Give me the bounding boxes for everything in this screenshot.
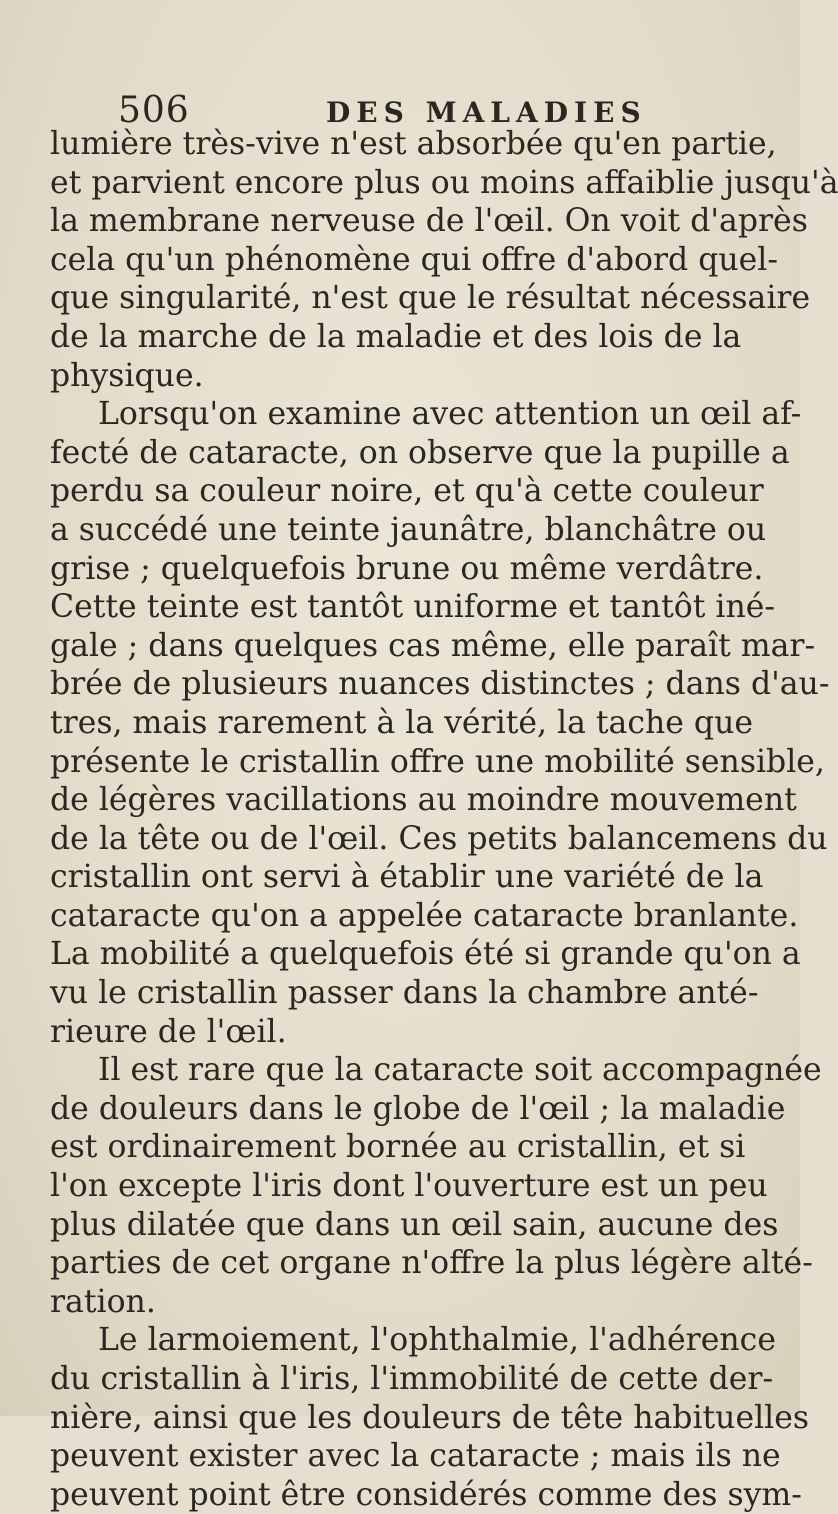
text-line: peuvent point être considérés comme des sym- [50, 1476, 802, 1513]
text-line: cristallin ont servi à établir une variété de la [50, 859, 764, 896]
text-line: gale ; dans quelques cas même, elle paraît mar- [50, 627, 816, 664]
text-line: fecté de cataracte, on observe que la pupille a [50, 434, 790, 471]
text-line: peuvent exister avec la cataracte ; mais ils ne [50, 1438, 781, 1475]
text-line: l'on excepte l'iris dont l'ouverture est un peu [50, 1168, 768, 1205]
text-line: cataracte qu'on a appelée cataracte branlante. [50, 897, 799, 934]
text-line: grise ; quelquefois brune ou même verdâtre. [50, 550, 764, 587]
text-line: et parvient encore plus ou moins affaiblie jusqu'à [50, 164, 838, 201]
text-line: de légères vacillations au moindre mouvement [50, 782, 797, 819]
paragraph-start-line: Lorsqu'on examine avec attention un œil af- [98, 396, 802, 433]
paragraph-start-line: Le larmoiement, l'ophthalmie, l'adhérence [98, 1322, 776, 1359]
text-line: nière, ainsi que les douleurs de tête habituelles [50, 1399, 810, 1436]
text-line: physique. [50, 357, 204, 394]
text-line: tres, mais rarement à la vérité, la tache que [50, 704, 753, 741]
text-line: est ordinairement bornée au cristallin, et si [50, 1129, 746, 1166]
paragraph-start-line: Il est rare que la cataracte soit accompagnée [98, 1052, 822, 1089]
text-line: que singularité, n'est que le résultat nécessaire [50, 280, 811, 317]
text-line: de la tête ou de l'œil. Ces petits balancemens du [50, 820, 828, 857]
text-line: plus dilatée que dans un œil sain, aucune des [50, 1206, 779, 1243]
page-header [118, 90, 740, 130]
text-line: présente le cristallin offre une mobilité sensible, [50, 743, 825, 780]
text-line: parties de cet organe n'offre la plus légère alté- [50, 1245, 813, 1282]
text-line: La mobilité a quelquefois été si grande qu'on a [50, 936, 801, 973]
running-title: DES MALADIES [326, 96, 647, 129]
text-line: brée de plusieurs nuances distinctes ; dans d'au- [50, 666, 830, 703]
text-line: a succédé une teinte jaunâtre, blanchâtre ou [50, 511, 767, 548]
text-line: perdu sa couleur noire, et qu'à cette couleur [50, 473, 764, 510]
text-line: la membrane nerveuse de l'œil. On voit d'après [50, 203, 808, 240]
text-line: lumière très-vive n'est absorbée qu'en partie, [50, 126, 777, 162]
text-line: de la marche de la maladie et des lois de la [50, 318, 742, 355]
text-line: du cristallin à l'iris, l'immobilité de cette der- [50, 1361, 774, 1397]
body-text [50, 125, 838, 1514]
text-line: Cette teinte est tantôt uniforme et tantôt iné- [50, 589, 776, 626]
text-line: ration. [50, 1283, 156, 1320]
text-line: rieure de l'œil. [50, 1013, 287, 1050]
text-line: vu le cristallin passer dans la chambre anté- [50, 975, 759, 1012]
text-line: de douleurs dans le globe de l'œil ; la maladie [50, 1090, 786, 1127]
page-number: 506 [118, 90, 190, 131]
text-line: cela qu'un phénomène qui offre d'abord quel- [50, 241, 779, 278]
